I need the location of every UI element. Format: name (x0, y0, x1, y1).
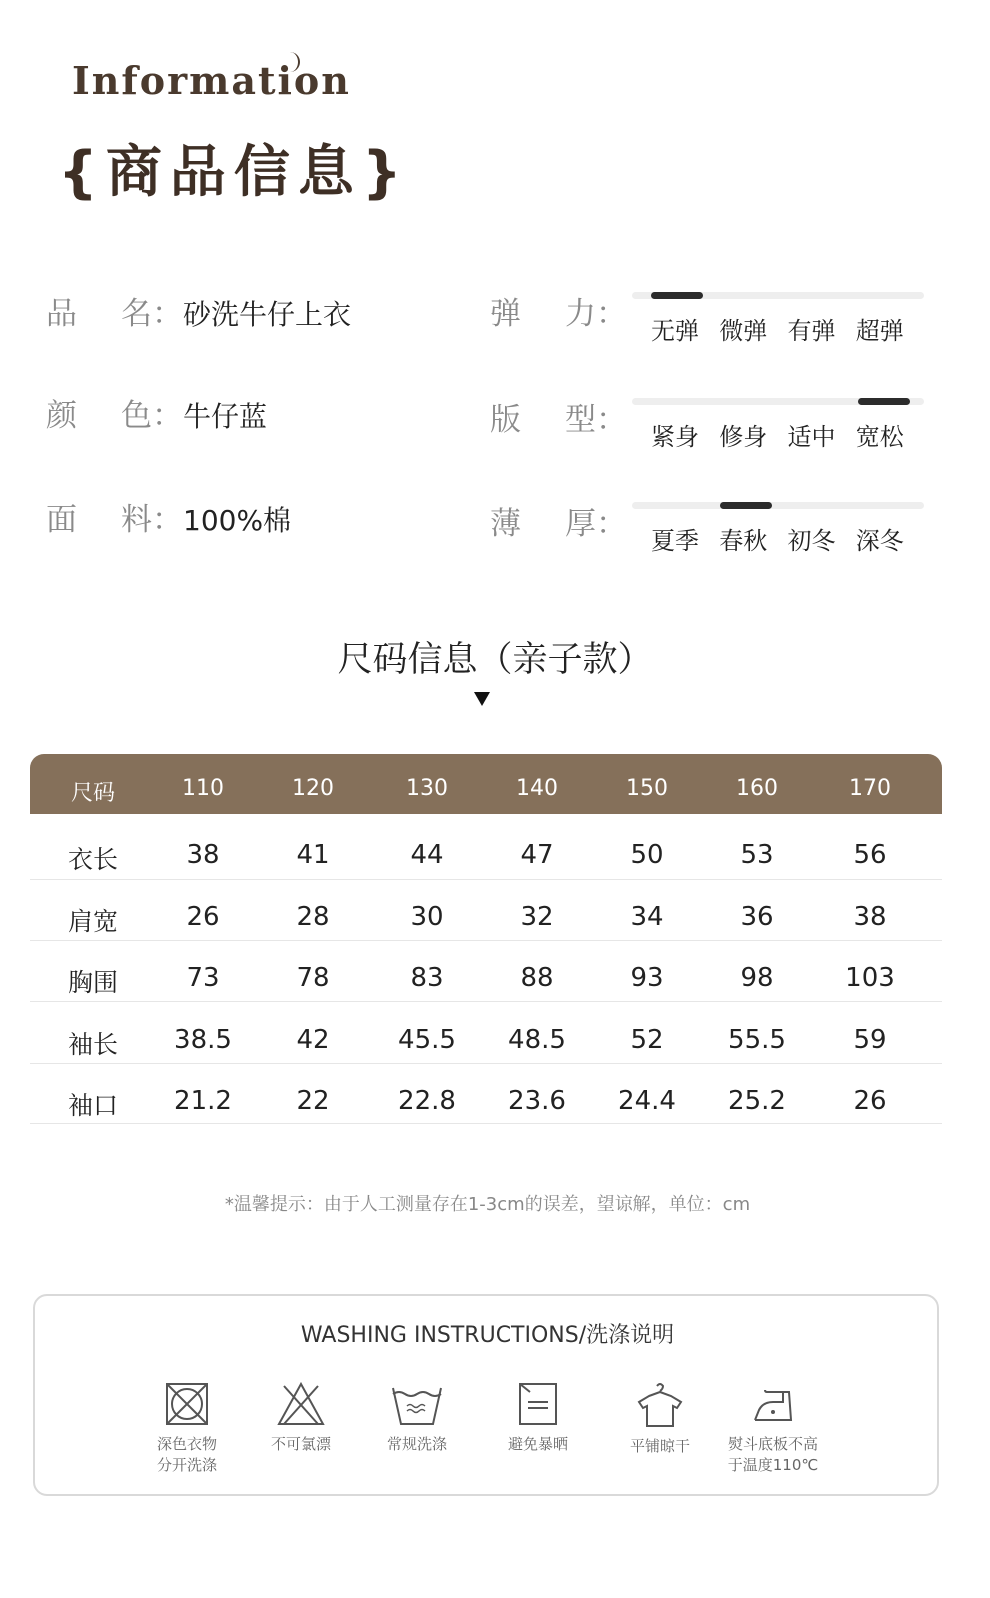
wash-caption: 熨斗底板不高 (727, 1435, 818, 1453)
table-cell: 28 (296, 902, 330, 932)
size-section-title: 尺码信息（亲子款） (337, 640, 653, 680)
table-cell: 78 (296, 963, 330, 993)
scale-thickness (632, 502, 924, 556)
row-divider (30, 879, 942, 880)
scale-track (632, 502, 924, 509)
no-bleach-icon (276, 1380, 326, 1428)
iron-icon (749, 1380, 797, 1428)
table-cell: 50 (630, 840, 664, 870)
table-cell: 88 (520, 963, 554, 993)
property-value: 牛仔蓝 (183, 400, 268, 433)
table-cell: 34 (630, 902, 664, 932)
row-divider (30, 940, 942, 941)
table-cell: 42 (296, 1025, 330, 1055)
scale-marker (858, 398, 910, 405)
table-header-cell: 110 (182, 776, 224, 801)
wash-caption: 不可氯漂 (270, 1435, 331, 1453)
row-divider (30, 1063, 942, 1064)
scale-option: 紧身 (651, 423, 699, 451)
size-table-header (30, 754, 942, 814)
wash-caption: 常规洗涤 (386, 1435, 447, 1453)
property-label: 品 (46, 296, 77, 332)
property-label: 面 (46, 502, 77, 538)
wash-caption: 于温度110℃ (727, 1456, 819, 1474)
table-cell: 44 (410, 840, 444, 870)
wash-tub-icon (389, 1380, 445, 1428)
row-divider (30, 1123, 942, 1124)
scale-option: 深冬 (855, 527, 904, 555)
wash-item (600, 1380, 720, 1457)
wash-caption: 避免暴晒 (507, 1435, 568, 1453)
scale-option: 初冬 (787, 527, 836, 555)
property-label: 名 (121, 296, 152, 332)
row-divider (30, 1001, 942, 1002)
table-header-cell: 160 (736, 776, 778, 801)
table-cell: 73 (186, 963, 220, 993)
scale-elasticity (632, 292, 924, 346)
wash-item (478, 1380, 598, 1455)
wash-item (241, 1380, 361, 1455)
table-cell: 45.5 (398, 1025, 456, 1055)
scale-marker (651, 292, 703, 299)
property-label: 色 (121, 398, 152, 434)
table-cell: 53 (740, 840, 774, 870)
row-label: 衣长 (67, 845, 118, 874)
hang-flat-dry-icon (635, 1380, 685, 1430)
table-cell: 23.6 (508, 1086, 566, 1116)
table-cell: 24.4 (618, 1086, 676, 1116)
measurement-note: *温馨提示：由于人工测量存在1-3cm的误差，望谅解，单位：cm (224, 1194, 751, 1215)
scale-option: 春秋 (719, 527, 768, 555)
table-header-cell: 140 (516, 776, 558, 801)
table-cell: 103 (845, 963, 895, 993)
table-cell: 26 (186, 902, 220, 932)
table-header-cell: 尺码 (70, 781, 115, 806)
scale-thickness-label: 薄 厚： (490, 506, 627, 542)
no-tumble-dry-icon (163, 1380, 211, 1428)
table-cell: 32 (520, 902, 554, 932)
wash-caption: 深色衣物 (156, 1435, 217, 1453)
property-value: 100%棉 (183, 504, 292, 537)
scale-fit-label: 版 型： (490, 402, 627, 438)
wash-caption: 分开洗涤 (156, 1456, 217, 1474)
scale-option: 无弹 (651, 317, 699, 345)
table-cell: 22.8 (398, 1086, 456, 1116)
table-cell: 21.2 (174, 1086, 232, 1116)
table-cell: 47 (520, 840, 554, 870)
table-header-cell: 150 (626, 776, 668, 801)
scale-fit (632, 398, 924, 452)
header-chinese-title: {商品信息} (58, 140, 410, 205)
table-cell: 93 (630, 963, 664, 993)
table-cell: 36 (740, 902, 774, 932)
scale-track (632, 398, 924, 405)
washing-title: WASHING INSTRUCTIONS/洗涤说明 (300, 1323, 675, 1348)
table-cell: 38 (186, 840, 220, 870)
header-english-title: Information (72, 58, 351, 103)
wash-item (357, 1380, 477, 1455)
scale-option: 有弹 (787, 317, 836, 345)
avoid-sun-icon (514, 1380, 562, 1428)
scale-option: 宽松 (855, 423, 904, 451)
property-name: 品 名：砂洗牛仔上衣 (46, 296, 352, 332)
property-material: 面 料：100%棉 (46, 502, 292, 538)
scale-marker (720, 502, 772, 509)
table-cell: 41 (296, 840, 330, 870)
table-cell: 56 (853, 840, 887, 870)
property-label: 颜 (46, 398, 77, 434)
table-cell: 30 (410, 902, 444, 932)
scale-option: 超弹 (855, 317, 904, 345)
table-cell: 83 (410, 963, 444, 993)
wash-caption: 平铺晾干 (629, 1437, 690, 1455)
table-cell: 55.5 (728, 1025, 786, 1055)
wash-item (713, 1380, 833, 1476)
property-color: 颜 色：牛仔蓝 (46, 398, 268, 434)
scale-option: 修身 (719, 423, 768, 451)
table-header-cell: 130 (406, 776, 448, 801)
scale-option: 适中 (787, 423, 836, 451)
table-cell: 26 (853, 1086, 887, 1116)
table-cell: 38.5 (174, 1025, 232, 1055)
table-cell: 59 (853, 1025, 887, 1055)
table-header-cell: 170 (849, 776, 891, 801)
row-label: 袖长 (67, 1030, 118, 1059)
table-cell: 25.2 (728, 1086, 786, 1116)
row-label: 袖口 (67, 1091, 118, 1120)
down-arrow-icon (474, 692, 490, 706)
row-label: 肩宽 (67, 907, 118, 936)
table-cell: 52 (630, 1025, 664, 1055)
row-label: 胸围 (67, 968, 118, 997)
property-label: 料 (121, 502, 152, 538)
table-cell: 98 (740, 963, 774, 993)
table-header-cell: 120 (292, 776, 334, 801)
property-value: 砂洗牛仔上衣 (183, 298, 352, 331)
table-cell: 22 (296, 1086, 330, 1116)
wash-item (127, 1380, 247, 1476)
scale-elasticity-label: 弹 力： (490, 296, 627, 332)
table-cell: 38 (853, 902, 887, 932)
table-cell: 48.5 (508, 1025, 566, 1055)
scale-track (632, 292, 924, 299)
scale-option: 夏季 (651, 527, 699, 555)
scale-option: 微弹 (719, 317, 768, 345)
